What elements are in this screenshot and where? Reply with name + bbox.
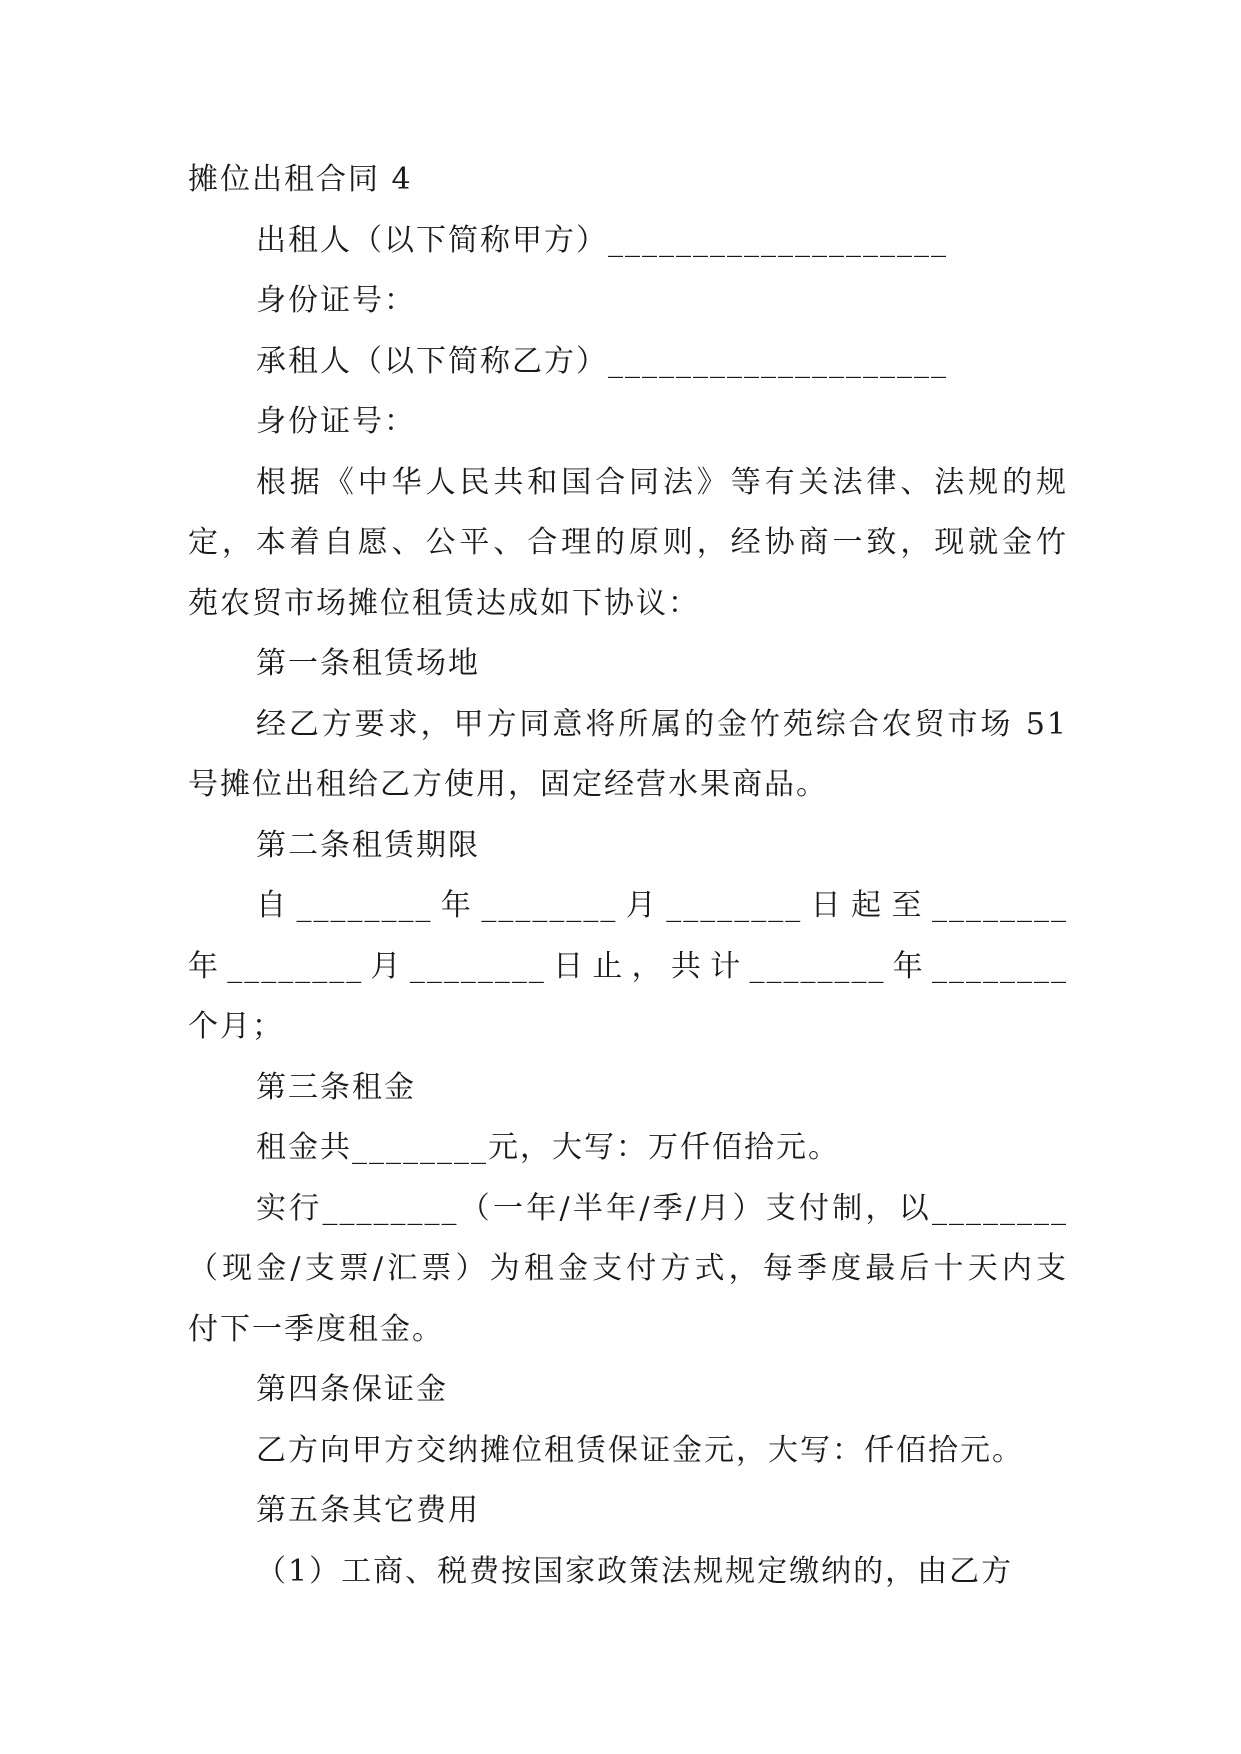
article-4-line-1: 乙方向甲方交纳摊位租赁保证金元，大写：仟佰拾元。 bbox=[256, 1432, 1024, 1468]
article-1-heading: 第一条租赁场地 bbox=[256, 646, 480, 681]
article-5-line-1: （1）工商、税费按国家政策法规规定缴纳的，由乙方 bbox=[256, 1553, 1014, 1589]
article-3-line-3: （现金/支票/汇票）为租金支付方式，每季度最后十天内支 bbox=[188, 1251, 1068, 1286]
article-3-heading: 第三条租金 bbox=[256, 1069, 416, 1105]
document-title: 摊位出租合同 4 bbox=[188, 162, 413, 197]
preamble-line-2: 定，本着自愿、公平、合理的原则，经协商一致，现就金竹 bbox=[188, 525, 1068, 560]
article-2-heading: 第二条租赁期限 bbox=[256, 827, 480, 863]
article-3-line-2: 实行________（一年/半年/季/月）支付制，以________ bbox=[256, 1190, 1068, 1226]
article-1-line-2: 号摊位出租给乙方使用，固定经营水果商品。 bbox=[188, 767, 828, 802]
lessor-id-line: 身份证号： bbox=[256, 283, 416, 318]
preamble-line-1: 根据《中华人民共和国合同法》等有关法律、法规的规 bbox=[256, 464, 1068, 500]
lessor-line: 出租人（以下简称甲方）____________________ bbox=[256, 222, 948, 258]
article-2-line-1: 自________年________月________日起至________ bbox=[256, 888, 1068, 923]
article-2-line-2: 年________月________日止，共计________年________ bbox=[188, 948, 1068, 984]
lessee-id-line: 身份证号： bbox=[256, 404, 416, 439]
lessee-line: 承租人（以下简称乙方）____________________ bbox=[256, 343, 948, 379]
article-2-line-3: 个月； bbox=[188, 1009, 284, 1044]
article-3-line-1: 租金共________元，大写：万仟佰拾元。 bbox=[256, 1130, 840, 1165]
preamble-line-3: 苑农贸市场摊位租赁达成如下协议： bbox=[188, 585, 700, 621]
article-3-line-4: 付下一季度租金。 bbox=[188, 1311, 444, 1347]
article-1-line-1: 经乙方要求，甲方同意将所属的金竹苑综合农贸市场 51 bbox=[256, 706, 1068, 742]
article-5-heading: 第五条其它费用 bbox=[256, 1493, 480, 1528]
article-4-heading: 第四条保证金 bbox=[256, 1372, 448, 1407]
document-body bbox=[188, 150, 1068, 1602]
